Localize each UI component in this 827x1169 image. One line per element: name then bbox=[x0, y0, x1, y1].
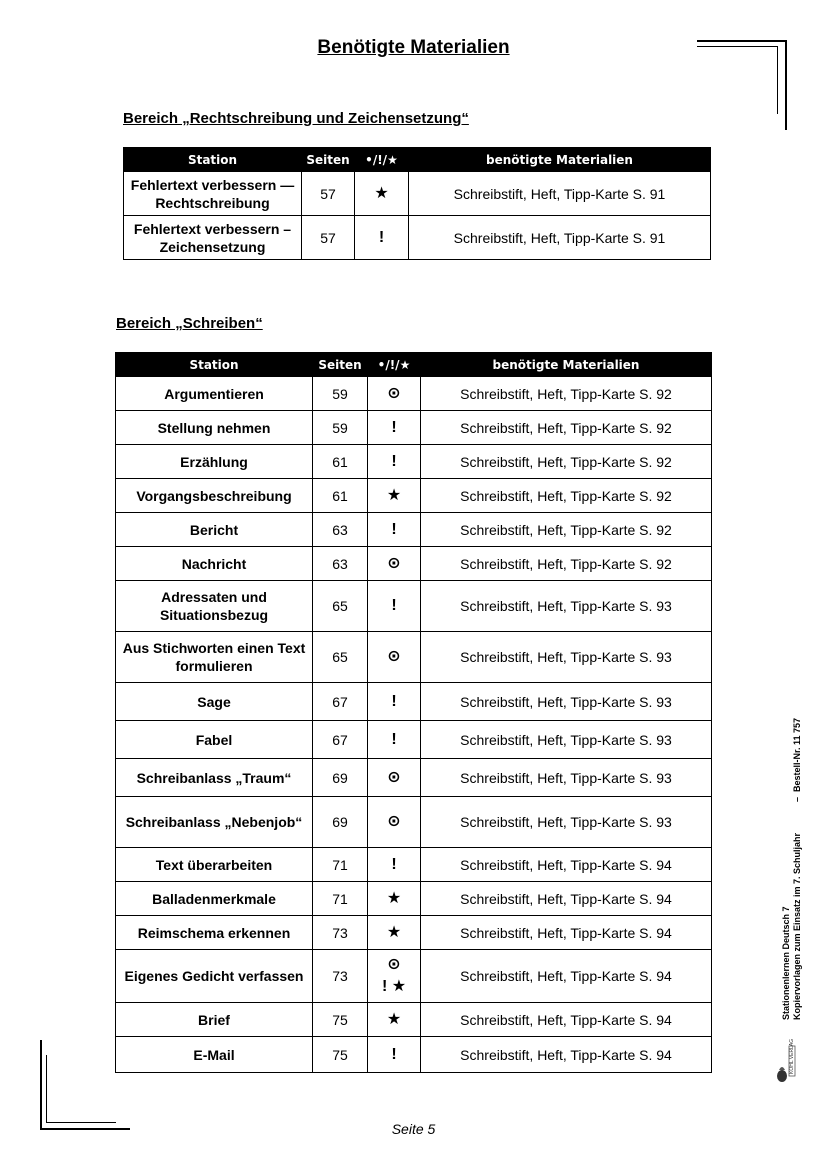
pages-cell: 67 bbox=[313, 721, 368, 759]
station-cell: Text überarbeiten bbox=[116, 848, 313, 882]
station-cell: Bericht bbox=[116, 513, 313, 547]
section-heading-rechtschreibung: Bereich „Rechtschreibung und Zeichensetzung“ bbox=[123, 110, 469, 127]
symbol-cell: ⊙ bbox=[368, 547, 421, 581]
pages-cell: 71 bbox=[313, 848, 368, 882]
symbol-cell: ! bbox=[368, 848, 421, 882]
header-symbols: •/!/★ bbox=[368, 353, 421, 377]
materials-cell: Schreibstift, Heft, Tipp-Karte S. 92 bbox=[421, 411, 712, 445]
symbol-cell: ★ bbox=[368, 882, 421, 916]
table-row bbox=[116, 411, 712, 445]
symbol-cell: ! bbox=[368, 1037, 421, 1073]
symbol-cell: ! bbox=[368, 513, 421, 547]
symbol-cell: ⊙ bbox=[368, 377, 421, 411]
header-station: Station bbox=[124, 148, 302, 172]
materials-cell: Schreibstift, Heft, Tipp-Karte S. 93 bbox=[421, 721, 712, 759]
pages-cell: 67 bbox=[313, 683, 368, 721]
pages-cell: 61 bbox=[313, 479, 368, 513]
materials-cell: Schreibstift, Heft, Tipp-Karte S. 94 bbox=[421, 1003, 712, 1037]
table-header-row bbox=[124, 148, 711, 172]
sidebar-separator: – bbox=[792, 796, 802, 802]
pages-cell: 63 bbox=[313, 547, 368, 581]
station-cell: Fehlertext verbessern — Rechtschreibung bbox=[124, 172, 302, 216]
symbol-cell: ★ bbox=[368, 916, 421, 950]
station-cell: E-Mail bbox=[116, 1037, 313, 1073]
pages-cell: 69 bbox=[313, 797, 368, 848]
station-cell: Schreibanlass „Nebenjob“ bbox=[116, 797, 313, 848]
header-materials: benötigte Materialien bbox=[409, 148, 711, 172]
materials-cell: Schreibstift, Heft, Tipp-Karte S. 91 bbox=[409, 216, 711, 260]
symbol-cell: ! bbox=[368, 445, 421, 479]
materials-cell: Schreibstift, Heft, Tipp-Karte S. 93 bbox=[421, 632, 712, 683]
materials-cell: Schreibstift, Heft, Tipp-Karte S. 92 bbox=[421, 479, 712, 513]
station-cell: Vorgangsbeschreibung bbox=[116, 479, 313, 513]
station-cell: Balladenmerkmale bbox=[116, 882, 313, 916]
materials-cell: Schreibstift, Heft, Tipp-Karte S. 92 bbox=[421, 547, 712, 581]
table-row bbox=[116, 721, 712, 759]
table-row bbox=[116, 882, 712, 916]
station-cell: Fehlertext verbessern – Zeichensetzung bbox=[124, 216, 302, 260]
pages-cell: 59 bbox=[313, 411, 368, 445]
materials-cell: Schreibstift, Heft, Tipp-Karte S. 91 bbox=[409, 172, 711, 216]
table-row bbox=[116, 683, 712, 721]
pages-cell: 57 bbox=[302, 172, 355, 216]
pages-cell: 69 bbox=[313, 759, 368, 797]
corner-decoration-bottom-left-v2 bbox=[46, 1055, 47, 1122]
symbol-cell: ! bbox=[368, 683, 421, 721]
table-row bbox=[116, 479, 712, 513]
section-heading-schreiben: Bereich „Schreiben“ bbox=[116, 315, 263, 332]
materials-cell: Schreibstift, Heft, Tipp-Karte S. 92 bbox=[421, 445, 712, 479]
table-row bbox=[116, 377, 712, 411]
materials-table-rechtschreibung bbox=[123, 147, 711, 260]
materials-cell: Schreibstift, Heft, Tipp-Karte S. 94 bbox=[421, 950, 712, 1003]
materials-table-schreiben bbox=[115, 352, 712, 1073]
symbol-cell: ★ bbox=[355, 172, 409, 216]
header-seiten: Seiten bbox=[313, 353, 368, 377]
table-row bbox=[116, 445, 712, 479]
station-cell: Aus Stichworten einen Text formulieren bbox=[116, 632, 313, 683]
pages-cell: 65 bbox=[313, 581, 368, 632]
pages-cell: 73 bbox=[313, 916, 368, 950]
page-title: Benötigte Materialien bbox=[317, 37, 510, 58]
header-station: Station bbox=[116, 353, 313, 377]
station-cell: Nachricht bbox=[116, 547, 313, 581]
pages-cell: 71 bbox=[313, 882, 368, 916]
table-row bbox=[116, 759, 712, 797]
materials-cell: Schreibstift, Heft, Tipp-Karte S. 93 bbox=[421, 797, 712, 848]
symbol-cell: ⊙ ! ★ bbox=[368, 950, 421, 1003]
table-row bbox=[116, 581, 712, 632]
pages-cell: 63 bbox=[313, 513, 368, 547]
station-cell: Sage bbox=[116, 683, 313, 721]
pages-cell: 57 bbox=[302, 216, 355, 260]
symbol-cell: ! bbox=[368, 581, 421, 632]
pages-cell: 73 bbox=[313, 950, 368, 1003]
materials-cell: Schreibstift, Heft, Tipp-Karte S. 94 bbox=[421, 1037, 712, 1073]
table-row bbox=[116, 632, 712, 683]
symbol-cell: ⊙ bbox=[368, 759, 421, 797]
station-cell: Argumentieren bbox=[116, 377, 313, 411]
header-seiten: Seiten bbox=[302, 148, 355, 172]
materials-cell: Schreibstift, Heft, Tipp-Karte S. 92 bbox=[421, 513, 712, 547]
station-cell: Brief bbox=[116, 1003, 313, 1037]
materials-cell: Schreibstift, Heft, Tipp-Karte S. 93 bbox=[421, 581, 712, 632]
symbol-cell: ⊙ bbox=[368, 797, 421, 848]
publisher-logo bbox=[776, 1038, 798, 1084]
table-row bbox=[116, 1037, 712, 1073]
station-cell: Eigenes Gedicht verfassen bbox=[116, 950, 313, 1003]
station-cell: Schreibanlass „Traum“ bbox=[116, 759, 313, 797]
station-cell: Stellung nehmen bbox=[116, 411, 313, 445]
symbol-cell: ★ bbox=[368, 1003, 421, 1037]
materials-cell: Schreibstift, Heft, Tipp-Karte S. 94 bbox=[421, 916, 712, 950]
symbol-cell: ! bbox=[368, 721, 421, 759]
header-materials: benötigte Materialien bbox=[421, 353, 712, 377]
table-row bbox=[116, 547, 712, 581]
symbol-cell: ! bbox=[368, 411, 421, 445]
materials-cell: Schreibstift, Heft, Tipp-Karte S. 94 bbox=[421, 848, 712, 882]
pages-cell: 75 bbox=[313, 1037, 368, 1073]
table-row bbox=[116, 513, 712, 547]
station-cell: Adressaten und Situationsbezug bbox=[116, 581, 313, 632]
station-cell: Erzählung bbox=[116, 445, 313, 479]
table-header-row bbox=[116, 353, 712, 377]
header-symbols: •/!/★ bbox=[355, 148, 409, 172]
pages-cell: 75 bbox=[313, 1003, 368, 1037]
materials-cell: Schreibstift, Heft, Tipp-Karte S. 93 bbox=[421, 683, 712, 721]
sidebar-line1: Stationenlernen Deutsch 7 bbox=[781, 906, 791, 1020]
materials-cell: Schreibstift, Heft, Tipp-Karte S. 94 bbox=[421, 882, 712, 916]
table-row bbox=[124, 172, 711, 216]
materials-cell: Schreibstift, Heft, Tipp-Karte S. 92 bbox=[421, 377, 712, 411]
table-row bbox=[124, 216, 711, 260]
pages-cell: 59 bbox=[313, 377, 368, 411]
pages-cell: 61 bbox=[313, 445, 368, 479]
station-cell: Fabel bbox=[116, 721, 313, 759]
station-cell: Reimschema erkennen bbox=[116, 916, 313, 950]
table-row bbox=[116, 1003, 712, 1037]
table-row bbox=[116, 916, 712, 950]
publisher-logo-text: KOHL VERLAG bbox=[789, 1038, 795, 1074]
pages-cell: 65 bbox=[313, 632, 368, 683]
symbol-cell: ★ bbox=[368, 479, 421, 513]
page-footer: Seite 5 bbox=[391, 1121, 436, 1137]
sidebar-order-number: Bestell-Nr. 11 757 bbox=[792, 717, 802, 792]
corner-decoration-bottom-left-v1 bbox=[40, 1040, 42, 1129]
table-row bbox=[116, 797, 712, 848]
symbol-cell: ! bbox=[355, 216, 409, 260]
table-row bbox=[116, 848, 712, 882]
materials-cell: Schreibstift, Heft, Tipp-Karte S. 93 bbox=[421, 759, 712, 797]
table-row bbox=[116, 950, 712, 1003]
sidebar-line2: Kopiervorlagen zum Einsatz im 7. Schuljahr bbox=[792, 832, 802, 1020]
symbol-cell: ⊙ bbox=[368, 632, 421, 683]
